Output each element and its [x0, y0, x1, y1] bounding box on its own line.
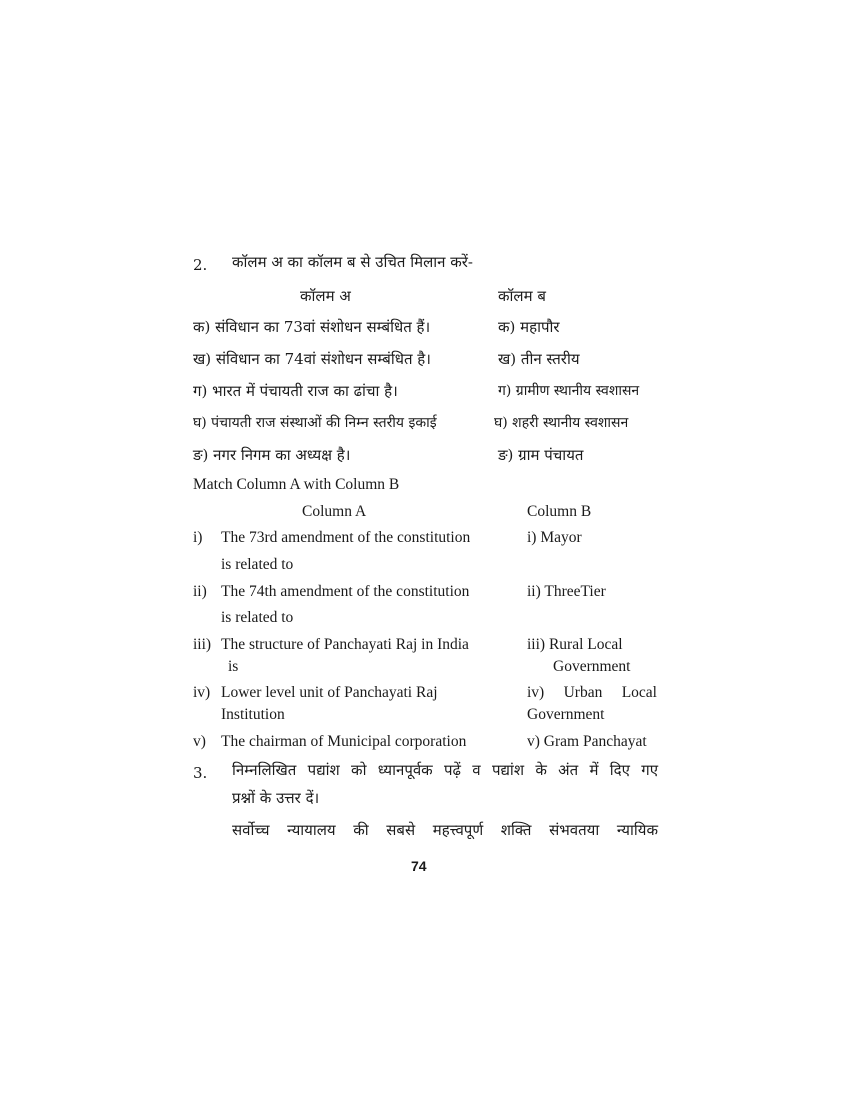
hindi-row-b: ङ) ग्राम पंचायत	[498, 446, 584, 464]
english-row-col-b: v) Gram Panchayat	[527, 733, 647, 750]
english-col-b-heading: Column B	[527, 503, 592, 520]
english-row-col-a: The chairman of Municipal corporation	[221, 733, 467, 750]
hindi-col-a-heading: कॉलम अ	[300, 287, 351, 305]
english-row-col-a: Lower level unit of Panchayati Raj	[221, 684, 438, 701]
q3-passage: सर्वोच्च न्यायालय की सबसे महत्त्वपूर्ण शक्ति संभवतया न्यायिक	[232, 821, 658, 839]
english-row-col-a-cont: is related to	[221, 556, 294, 573]
q2-instruction-hindi: कॉलम अ का कॉलम ब से उचित मिलान करें-	[232, 253, 473, 271]
english-row-number: ii)	[193, 583, 207, 600]
hindi-row-a: क) संविधान का 73वां संशोधन सम्बंधित हैं।	[193, 318, 431, 336]
english-row-col-b-cont: Government	[553, 658, 631, 675]
english-row-col-b: iv) Urban Local	[527, 684, 657, 701]
english-row-number: iv)	[193, 684, 211, 701]
hindi-row-a: ङ) नगर निगम का अध्यक्ष है।	[193, 446, 351, 464]
hindi-row-a: ख) संविधान का 74वां संशोधन सम्बंधित है।	[193, 350, 431, 368]
q3-instruction: निम्नलिखित पद्यांश को ध्यानपूर्वक पढ़ें व पद्यांश के अंत में दिए गए	[232, 761, 658, 779]
hindi-row-b: ख) तीन स्तरीय	[498, 350, 580, 368]
hindi-row-b: ग) ग्रामीण स्थानीय स्वशासन	[498, 383, 640, 399]
q3-number: 3.	[193, 764, 208, 782]
hindi-row-a: ग) भारत में पंचायती राज का ढांचा है।	[193, 382, 398, 400]
english-row-number: v)	[193, 733, 206, 750]
english-row-col-a-cont: Institution	[221, 706, 285, 723]
english-row-col-b: ii) ThreeTier	[527, 583, 606, 600]
hindi-row-a: घ) पंचायती राज संस्थाओं की निम्न स्तरीय इकाई	[193, 415, 437, 431]
english-row-col-a: The 73rd amendment of the constitution	[221, 529, 471, 546]
english-row-number: i)	[193, 529, 203, 546]
english-row-col-a-cont: is	[228, 658, 239, 675]
english-row-col-b-cont: Government	[527, 706, 605, 723]
hindi-row-b: घ) शहरी स्थानीय स्वशासन	[494, 415, 629, 431]
english-row-col-b: i) Mayor	[527, 529, 582, 546]
english-row-col-a: The structure of Panchayati Raj in India	[221, 636, 469, 653]
english-col-a-heading: Column A	[302, 503, 367, 520]
hindi-col-b-heading: कॉलम ब	[498, 287, 546, 305]
english-row-col-a: The 74th amendment of the constitution	[221, 583, 470, 600]
english-row-col-b: iii) Rural Local	[527, 636, 623, 653]
hindi-row-b: क) महापौर	[498, 318, 560, 336]
english-row-col-a-cont: is related to	[221, 609, 294, 626]
q3-instruction-cont: प्रश्नों के उत्तर दें।	[232, 789, 320, 807]
q2-instruction-english: Match Column A with Column B	[193, 476, 400, 493]
english-row-number: iii)	[193, 636, 212, 653]
page-number: 74	[411, 858, 427, 874]
q2-number: 2.	[193, 256, 208, 274]
